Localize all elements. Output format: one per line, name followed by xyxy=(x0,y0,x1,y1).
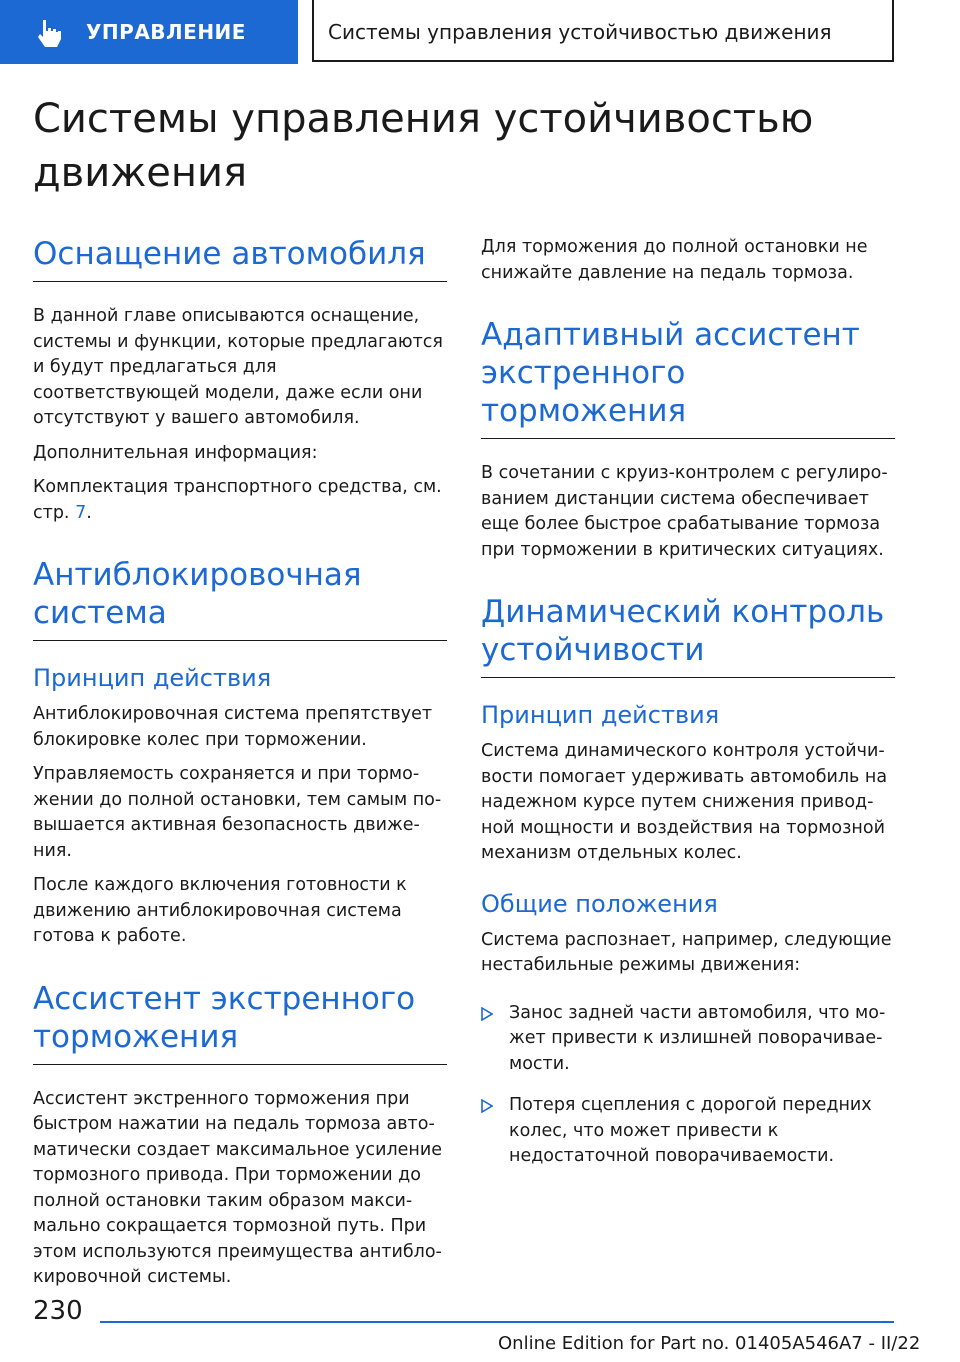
abs-paragraph-1: Антиблокировочная система препятствует блокировке колес при торможении. xyxy=(33,704,433,750)
abs-heading: Антиблокировочная система xyxy=(33,556,447,641)
footer-divider xyxy=(100,1321,894,1323)
left-column xyxy=(33,235,447,1291)
dsc-subheading-principle: Принцип действия xyxy=(481,701,720,729)
right-column xyxy=(481,235,895,1186)
triangle-bullet-icon xyxy=(481,1007,493,1021)
equipment-heading: Оснащение автомобиля xyxy=(33,235,447,282)
page-number: 230 xyxy=(33,1296,83,1326)
adaptive-brake-heading: Адаптивный ассистент экстренного торможения xyxy=(481,316,895,439)
page-title: Системы управления устойчивостью движения xyxy=(33,96,814,196)
instability-list xyxy=(481,1001,895,1170)
edition-text: Online Edition for Part no. 01405A546A7 - II/22 xyxy=(498,1333,921,1354)
section-label: УПРАВЛЕНИЕ xyxy=(86,20,246,44)
breadcrumb: Системы управления устойчивостью движения xyxy=(312,0,894,62)
page-link[interactable]: 7 xyxy=(75,502,87,523)
abs-paragraph-3: После каждого включения готовности к движению антиблокировочная система готова к работе. xyxy=(33,875,407,946)
dsc-paragraph-1: Система динамического контроля устойчивости помогает удерживать автомобиль на надежном курсе путем снижения приводной мощности и воздействия на тормозной механизм отдельных колес. xyxy=(481,741,888,863)
adaptive-brake-paragraph: В сочетании с круиз-контролем с регулированием дистанции система обеспечивает еще более быстрое срабатывание тормоза при торможении в критических ситуациях. xyxy=(481,463,888,560)
dsc-heading: Динамический контроль устойчивости xyxy=(481,593,895,678)
brake-assist-note: Для торможения до полной остановки не снижайте давление на педаль тормоза. xyxy=(481,237,868,283)
abs-subheading: Принцип действия xyxy=(33,664,272,692)
dsc-paragraph-2: Система распознает, например, следующие нестабильные режимы движения: xyxy=(481,929,892,975)
list-item: Потеря сцепления с дорогой передних колес, что может привести к недостаточной поворачиваемости. xyxy=(481,1093,895,1170)
brake-assist-heading: Ассистент экстренного торможения xyxy=(33,980,447,1065)
equipment-paragraph: В данной главе описываются оснащение, системы и функции, которые предлагаются и будут предлагаться для соответствующей модели, даже если они отсутствуют у вашего автомобиля. xyxy=(33,306,443,428)
equipment-reference: Комплектация транспортного средства, см. стр. 7. xyxy=(33,477,442,523)
brake-assist-paragraph: Ассистент экстренного торможения при быстром нажатии на педаль тормоза автоматически создает максимальное усиление тормозного привода. При торможении до полной остановки таким образом максимально сокращается тормозной путь. При этом используются преимущества антиблокировочной системы. xyxy=(33,1088,442,1287)
abs-paragraph-2: Управляемость сохраняется и при торможении до полной остановки, тем самым повышается активная безопасность движения. xyxy=(33,764,442,861)
triangle-bullet-icon xyxy=(481,1099,493,1113)
additional-info-label: Дополнительная информация: xyxy=(33,442,318,463)
list-item: Занос задней части автомобиля, что может привести к излишней поворачиваемости. xyxy=(481,1001,895,1078)
dsc-subheading-general: Общие положения xyxy=(481,889,718,918)
section-tab xyxy=(0,0,298,64)
hand-pointer-icon xyxy=(34,18,64,48)
